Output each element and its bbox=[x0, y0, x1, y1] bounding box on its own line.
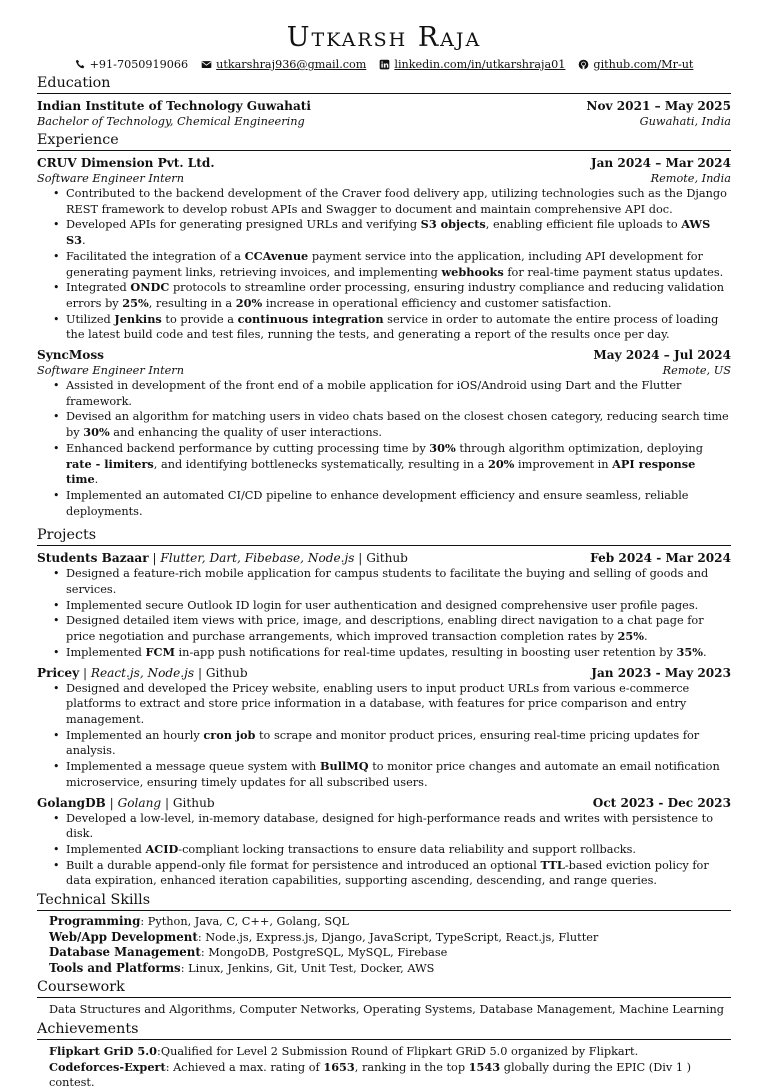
project-name: Students Bazaar bbox=[37, 551, 149, 566]
section-projects-title: Projects bbox=[37, 527, 731, 546]
project-bullets bbox=[37, 811, 731, 890]
section-achievements-title: Achievements bbox=[37, 1021, 731, 1040]
achievement-item: Flipkart GriD 5.0:Qualified for Level 2 Submission Round of Flipkart GRiD 5.0 organized by Flipkart. bbox=[49, 1043, 639, 1058]
email-contact[interactable] bbox=[201, 57, 366, 72]
bullet-item: • Implemented FCM in-app push notifications for real-time updates, resulting in boosting user retention by 35%. bbox=[66, 645, 731, 661]
education-entry bbox=[37, 98, 731, 129]
company-name: CRUV Dimension Pvt. Ltd. bbox=[37, 156, 215, 170]
achievement-item: Codeforces-Expert: Achieved a max. rating of 1653, ranking in the top 1543 globally during the EPIC (Div 1 ) contest. bbox=[49, 1059, 692, 1090]
skill-line: Database Management: MongoDB, PostgreSQL, MySQL, Firebase bbox=[49, 945, 448, 960]
skill-line: Tools and Platforms: Linux, Jenkins, Git, Unit Test, Docker, AWS bbox=[49, 960, 435, 975]
bullet-item: • Facilitated the integration of a CCAvenue payment service into the application, including API development for generating payment links, retrieving invoices, and implementing webhooks for real-time payment status updates. bbox=[66, 249, 731, 280]
bullet-item: • Implemented ACID-compliant locking transactions to ensure data reliability and support rollbacks. bbox=[66, 842, 731, 858]
bullet-item: • Designed detailed item views with price, image, and descriptions, enabling direct navigation to a chat page for price negotiation and purchase arrangements, which improved transaction completion rates by 25%. bbox=[66, 613, 731, 644]
phone-contact[interactable] bbox=[75, 57, 189, 72]
bullet-item: • Enhanced backend performance by cutting processing time by 30% through algorithm optimization, deploying rate - limiters, and identifying bottlenecks systematically, resulting in a 20% improvement in API response time. bbox=[66, 441, 731, 488]
phone-icon bbox=[75, 59, 86, 70]
project-link[interactable]: Github bbox=[366, 551, 408, 566]
candidate-name: Utkarsh Raja bbox=[286, 22, 482, 53]
degree: Bachelor of Technology, Chemical Engineering bbox=[37, 115, 305, 128]
project-bullets bbox=[37, 681, 731, 791]
experience-entry bbox=[37, 347, 731, 519]
envelope-icon bbox=[201, 59, 212, 70]
contact-bar bbox=[37, 57, 731, 72]
experience-dates: Jan 2024 – Mar 2024 bbox=[590, 156, 731, 170]
bullet-item: • Contributed to the backend development of the Craver food delivery app, utilizing technologies such as the Django REST framework to develop robust APIs and Swagger to document and maintain comprehensive API doc. bbox=[66, 186, 731, 217]
bullet-item: • Assisted in development of the front end of a mobile application for iOS/Android using Dart and the Flutter framework. bbox=[66, 378, 731, 409]
bullet-item: • Designed and developed the Pricey website, enabling users to input product URLs from various e-commerce platforms to extract and store price information in a database, with features for price comparison and entry management. bbox=[66, 681, 731, 728]
skill-line: Web/App Development: Node.js, Express.js, Django, JavaScript, TypeScript, React.js, Flutter bbox=[49, 929, 599, 944]
github-icon bbox=[578, 59, 589, 70]
github-link[interactable]: github.com/Mr-ut bbox=[593, 58, 694, 71]
skills-list bbox=[37, 914, 731, 976]
achievements-list bbox=[37, 1044, 731, 1091]
education-dates: Nov 2021 – May 2025 bbox=[586, 99, 731, 113]
bullet-item: • Designed a feature-rich mobile application for campus students to facilitate the buying and selling of goods and services. bbox=[66, 566, 731, 597]
bullet-item: • Integrated ONDC protocols to streamline order processing, ensuring industry compliance and reducing validation errors by 25%, resulting in a 20% increase in operational efficiency and customer satisfaction. bbox=[66, 280, 731, 311]
linkedin-icon bbox=[379, 59, 390, 70]
section-experience-title: Experience bbox=[37, 132, 731, 151]
linkedin-link[interactable]: linkedin.com/in/utkarshraja01 bbox=[394, 58, 566, 71]
bullet-item: • Devised an algorithm for matching users in video chats based on the closest chosen category, reducing search time by 30% and enhancing the quality of user interactions. bbox=[66, 409, 731, 440]
project-tech: React.js, Node.js bbox=[90, 665, 195, 680]
project-entry: GolangDB | Golang | Github Oct 2023 - Dec 2023 • Developed a low-level, in-memory database, designed for high-performance reads and writes with persistence to disk. • Implemented ACID-compliant locking transactions to ensure data reliability and support rollbacks. • Built a durable append-only file format for persistence and introduced an optional TTL-based eviction policy for data expiration, enhanced iteration capabilities, supporting ascending, descending, and range queries. bbox=[37, 795, 731, 890]
bullet-item: • Implemented an hourly cron job to scrape and monitor product prices, ensuring real-time pricing updates for analysis. bbox=[66, 728, 731, 759]
coursework-list: Data Structures and Algorithms, Computer Networks, Operating Systems, Database Management, Machine Learning bbox=[49, 1003, 724, 1017]
job-role: Software Engineer Intern bbox=[37, 364, 184, 378]
github-contact[interactable] bbox=[578, 57, 693, 72]
bullet-item: • Implemented an automated CI/CD pipeline to enhance development efficiency and ensure seamless, reliable deployments. bbox=[66, 488, 731, 519]
job-location: Remote, India bbox=[650, 172, 731, 185]
section-skills-title: Technical Skills bbox=[37, 892, 731, 911]
bullet-item: • Implemented a message queue system with BullMQ to monitor price changes and automate an email notification microservice, ensuring timely updates for all subscribed users. bbox=[66, 759, 731, 790]
section-coursework-title: Coursework bbox=[37, 979, 731, 998]
company-name: SyncMoss bbox=[37, 348, 104, 363]
skill-line: Programming: Python, Java, C, C++, Golang, SQL bbox=[49, 914, 349, 929]
project-entry: Pricey | React.js, Node.js | Github Jan 2023 - May 2023 • Designed and developed the Pricey website, enabling users to input product URLs from various e-commerce platforms to extract and store price information in a database, with features for price comparison and entry management. • Implemented an hourly cron job to scrape and monitor product prices, ensuring real-time pricing updates for analysis. • Implemented a message queue system with BullMQ to monitor price changes and automate an email notification microservice, ensuring timely updates for all subscribed users. bbox=[37, 665, 731, 791]
project-bullets bbox=[37, 566, 731, 660]
project-dates: Oct 2023 - Dec 2023 bbox=[592, 795, 731, 810]
phone-number: +91-7050919066 bbox=[89, 58, 189, 71]
project-name: Pricey bbox=[37, 665, 80, 680]
job-location: Remote, US bbox=[662, 364, 731, 378]
project-dates: Jan 2023 - May 2023 bbox=[591, 665, 731, 680]
project-tech: Golang bbox=[117, 795, 162, 810]
project-link[interactable]: Github bbox=[172, 795, 215, 810]
bullet-item: • Built a durable append-only file format for persistence and introduced an optional TTL-based eviction policy for data expiration, enhanced iteration capabilities, supporting ascending, descending, and range queries. bbox=[66, 858, 731, 889]
job-role: Software Engineer Intern bbox=[37, 172, 184, 185]
project-tech: Flutter, Dart, Fibebase, Node.js bbox=[160, 551, 355, 566]
project-dates: Feb 2024 - Mar 2024 bbox=[590, 551, 731, 566]
experience-dates: May 2024 – Jul 2024 bbox=[593, 348, 731, 363]
project-link[interactable]: Github bbox=[205, 665, 248, 680]
education-location: Guwahati, India bbox=[639, 115, 731, 128]
school-name: Indian Institute of Technology Guwahati bbox=[37, 99, 311, 113]
experience-bullets bbox=[37, 186, 731, 343]
experience-entry bbox=[37, 155, 731, 343]
bullet-item: • Utilized Jenkins to provide a continuous integration service in order to automate the entire process of loading the latest build code and test files, running the tests, and generating a report of the results once per day. bbox=[66, 312, 731, 343]
section-education-title: Education bbox=[37, 75, 731, 94]
bullet-item: • Implemented secure Outlook ID login for user authentication and designed comprehensive user profile pages. bbox=[66, 598, 731, 614]
linkedin-contact[interactable] bbox=[379, 57, 565, 72]
email-link[interactable]: utkarshraj936@gmail.com bbox=[216, 58, 367, 71]
bullet-item: • Developed a low-level, in-memory database, designed for high-performance reads and writes with persistence to disk. bbox=[66, 811, 731, 842]
experience-bullets bbox=[37, 378, 731, 519]
project-entry: Students Bazaar | Flutter, Dart, Fibebase, Node.js | Github Feb 2024 - Mar 2024 • Designed a feature-rich mobile application for campus students to facilitate the buying and selling of goods and services. • Implemented secure Outlook ID login for user authentication and designed comprehensive user profile pages. • Designed detailed item views with price, image, and descriptions, enabling direct navigation to a chat page for price negotiation and purchase arrangements, which improved transaction completion rates by 25%. • Implemented FCM in-app push notifications for real-time updates, resulting in boosting user retention by 35%. bbox=[37, 550, 731, 660]
bullet-item: • Developed APIs for generating presigned URLs and verifying S3 objects, enabling efficient file uploads to AWS S3. bbox=[66, 217, 731, 248]
project-name: GolangDB bbox=[37, 795, 106, 810]
